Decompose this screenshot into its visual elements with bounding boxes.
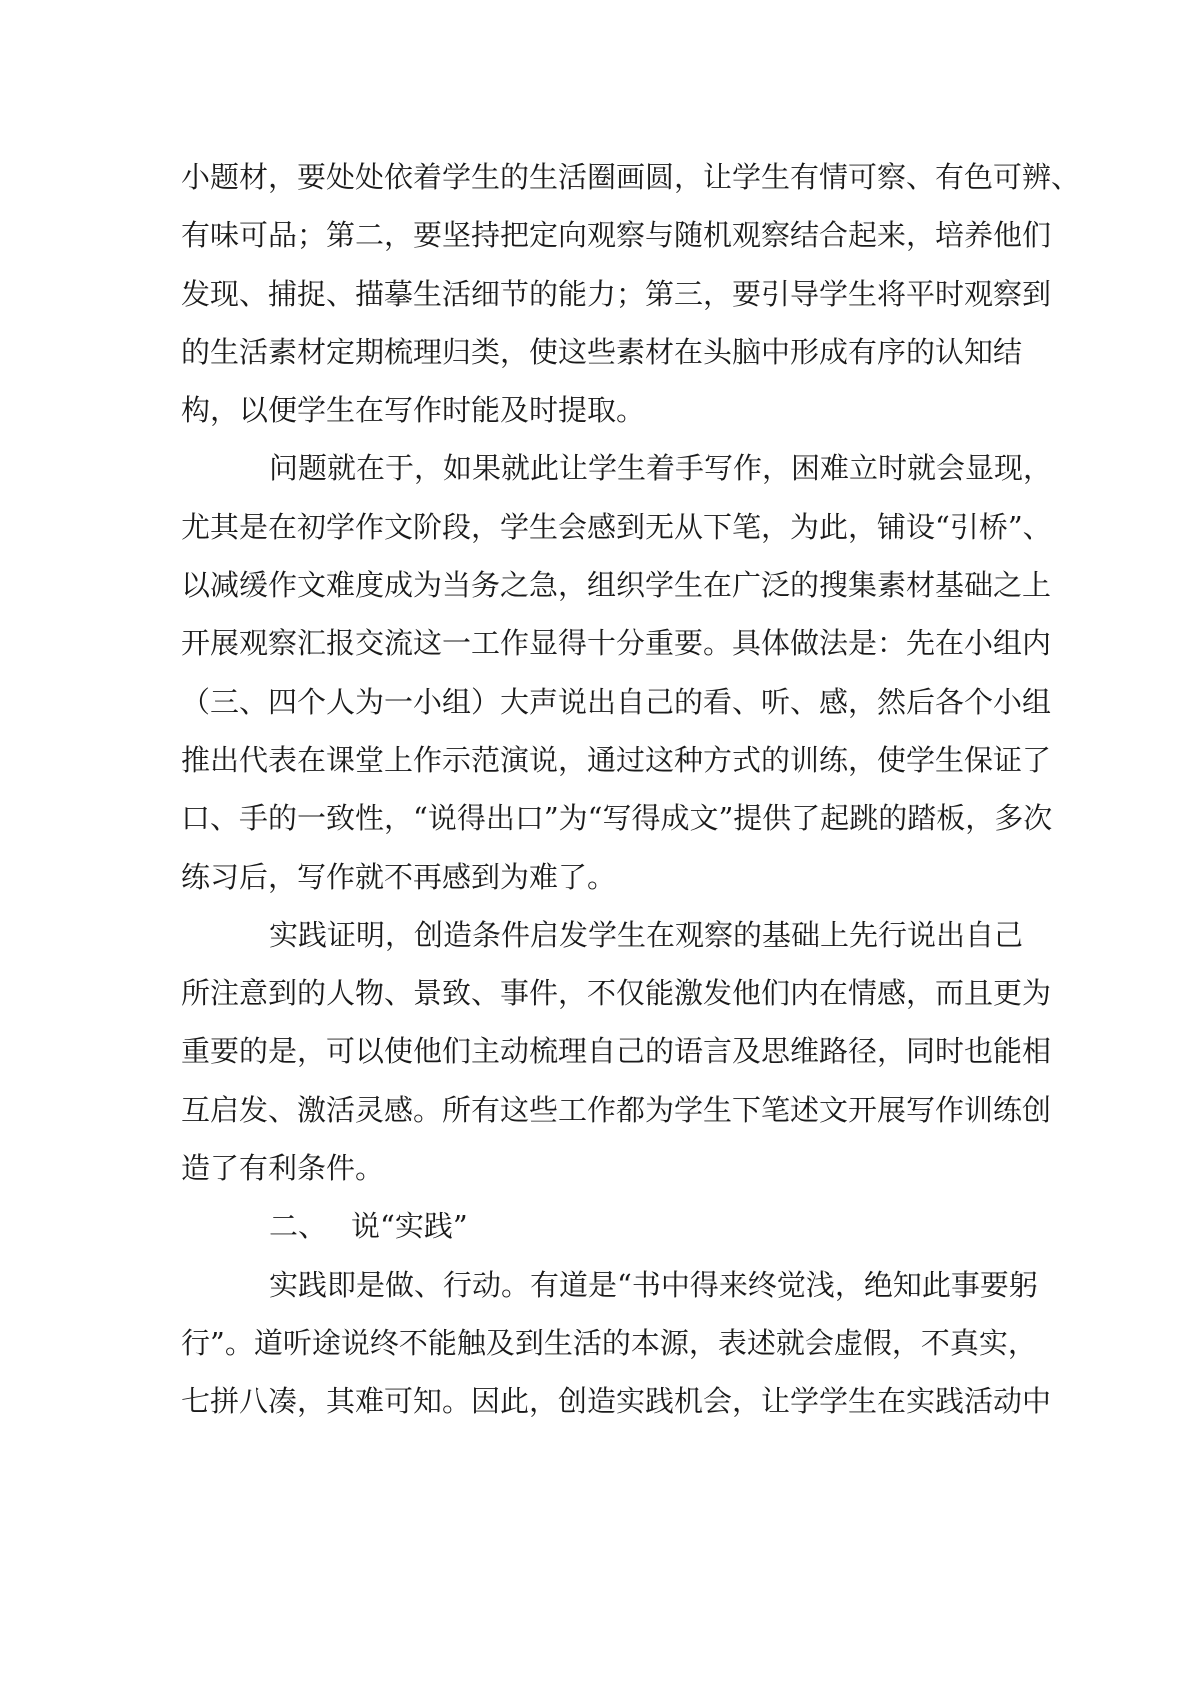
paragraph-2 bbox=[181, 439, 1053, 905]
section-number: 二、 bbox=[269, 1209, 328, 1244]
paragraph-line: 造了有利条件。 bbox=[181, 1151, 385, 1186]
section-title: 说“实践” bbox=[351, 1209, 468, 1244]
paragraph-line: 口、手的一致性，“说得出口”为“写得成文”提供了起跳的踏板，多次 bbox=[181, 801, 1053, 836]
paragraph-line: 构，以便学生在写作时能及时提取。 bbox=[181, 393, 646, 428]
paragraph-line: 练习后，写作就不再感到为难了。 bbox=[181, 859, 617, 894]
paragraph-line: （三、四个人为一小组）大声说出自己的看、听、感，然后各个小组 bbox=[181, 684, 1052, 719]
paragraph-line: 互启发、激活灵感。所有这些工作都为学生下笔述文开展写作训练创 bbox=[181, 1092, 1052, 1127]
paragraph-line: 的生活素材定期梳理归类，使这些素材在头脑中形成有序的认知结 bbox=[181, 334, 1023, 369]
paragraph-line: 开展观察汇报交流这一工作显得十分重要。具体做法是：先在小组内 bbox=[181, 626, 1052, 661]
paragraph-line: 问题就在于，如果就此让学生着手写作，困难立时就会显现， bbox=[269, 451, 1053, 486]
document-body bbox=[181, 148, 1081, 1431]
paragraph-line: 行”。道听途说终不能触及到生活的本源，表述就会虚假，不真实， bbox=[181, 1325, 1037, 1360]
paragraph-4 bbox=[181, 1256, 1052, 1431]
paragraph-1 bbox=[181, 148, 1081, 439]
paragraph-line: 七拼八凑，其难可知。因此，创造实践机会，让学学生在实践活动中 bbox=[181, 1384, 1052, 1419]
paragraph-3 bbox=[181, 906, 1052, 1197]
paragraph-line: 有味可品；第二，要坚持把定向观察与随机观察结合起来，培养他们 bbox=[181, 218, 1052, 253]
paragraph-line: 推出代表在课堂上作示范演说，通过这种方式的训练，使学生保证了 bbox=[181, 742, 1052, 777]
paragraph-line: 尤其是在初学作文阶段，学生会感到无从下笔，为此，铺设“引桥”、 bbox=[181, 509, 1052, 544]
paragraph-line: 发现、捕捉、描摹生活细节的能力；第三，要引导学生将平时观察到 bbox=[181, 276, 1052, 311]
paragraph-line: 实践证明，创造条件启发学生在观察的基础上先行说出自己 bbox=[269, 917, 1024, 952]
section-heading bbox=[181, 1197, 1011, 1255]
paragraph-line: 以减缓作文难度成为当务之急，组织学生在广泛的搜集素材基础之上 bbox=[181, 568, 1052, 603]
paragraph-line: 所注意到的人物、景致、事件，不仅能激发他们内在情感，而且更为 bbox=[181, 976, 1052, 1011]
paragraph-line: 实践即是做、行动。有道是“书中得来终觉浅，绝知此事要躬 bbox=[269, 1267, 1038, 1302]
paragraph-line: 小题材，要处处依着学生的生活圈画圆，让学生有情可察、有色可辨、 bbox=[181, 160, 1081, 194]
paragraph-line: 重要的是，可以使他们主动梳理自己的语言及思维路径，同时也能相 bbox=[181, 1034, 1052, 1069]
